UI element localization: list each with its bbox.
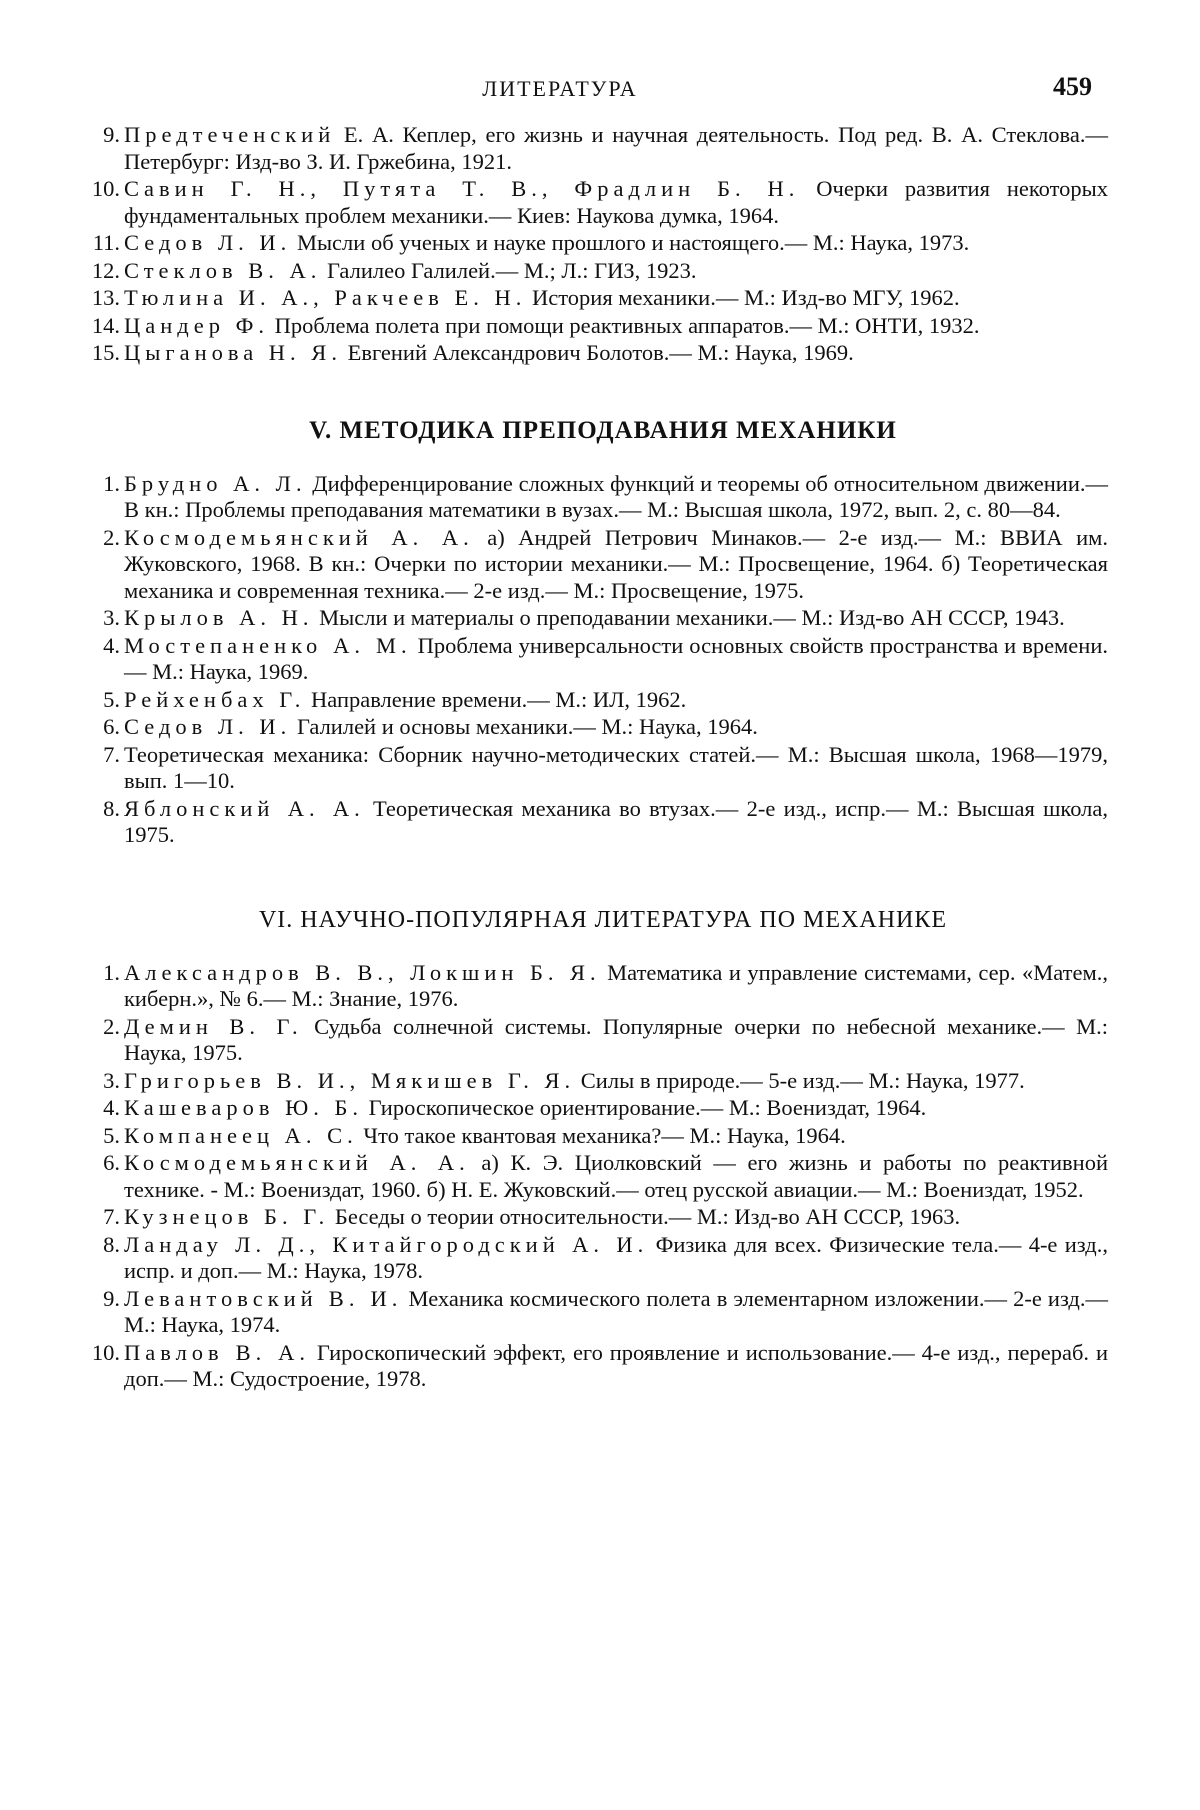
page-number: 459 — [1053, 72, 1092, 101]
reference-text: Теоретическая механика: Сборник научно-методических статей.— М.: Высшая школа, 1968—1979, вып. 1—10. — [124, 741, 1108, 793]
reference-text: Мысли об ученых и науке прошлого и настоящего.— М.: Наука, 1973. — [291, 230, 970, 255]
reference-number: 7. — [103, 1204, 120, 1229]
reference-text: Силы в природе.— 5-е изд.— М.: Наука, 1977. — [575, 1067, 1025, 1093]
running-head-title: ЛИТЕРАТУРА — [482, 76, 638, 101]
reference-number: 3. — [103, 1067, 120, 1093]
reference-number: 10. — [91, 1339, 120, 1365]
bibliography-section — [91, 906, 1108, 1393]
reference-author: Седов Л. И. — [124, 714, 292, 739]
bibliography-section — [98, 417, 1108, 849]
reference-number: 15. — [91, 340, 120, 365]
reference-author: Цандер Ф. — [124, 312, 269, 338]
reference-text: История механики.— М.: Изд-во МГУ, 1962. — [526, 285, 960, 310]
reference-number: 1. — [103, 959, 120, 985]
reference-number: 6. — [103, 1150, 120, 1175]
reference-text: Физика для всех. Физические тела.— 4-е изд., испр. и доп.— М.: Наука, 1978. — [124, 1231, 1108, 1283]
reference-item — [98, 960, 1108, 1013]
reference-item — [91, 340, 1108, 367]
reference-author: Кашеваров Ю. Б. — [124, 1095, 363, 1120]
reference-number: 9. — [103, 1285, 120, 1311]
reference-author: Яблонский А. А. — [124, 795, 365, 821]
reference-author: Космодемьянский А. А. — [124, 524, 474, 550]
reference-author: Предтеченский — [124, 122, 336, 147]
section-heading: VI. НАУЧНО-ПОПУЛЯРНАЯ ЛИТЕРАТУРА ПО МЕХАНИКЕ — [258, 906, 948, 933]
reference-number: 2. — [103, 1013, 120, 1039]
reference-item — [98, 633, 1108, 686]
reference-item — [98, 471, 1108, 524]
reference-author: Космодемьянский А. А. — [124, 1150, 470, 1175]
section-heading: V. МЕТОДИКА ПРЕПОДАВАНИЯ МЕХАНИКИ — [309, 416, 897, 444]
reference-text: Очерки развития некоторых фундаментальных проблем механики.— Киев: Наукова думка, 1964. — [124, 176, 1108, 228]
reference-number: 13. — [91, 285, 120, 310]
reference-text: Галилео Галилей.— М.; Л.: ГИЗ, 1923. — [321, 257, 697, 283]
reference-number: 9. — [103, 122, 120, 147]
reference-author: Левантовский В. И. — [124, 1285, 403, 1311]
reference-text: Теоретическая механика во втузах.— 2-е изд., испр.— М.: Высшая школа, 1975. — [124, 795, 1108, 847]
reference-author: Кузнецов Б. Г. — [124, 1204, 330, 1229]
reference-text: Беседы о теории относительности.— М.: Изд-во АН СССР, 1963. — [329, 1204, 961, 1229]
reference-number: 4. — [103, 632, 120, 658]
reference-author: Павлов В. А. — [124, 1339, 311, 1365]
reference-item — [98, 1014, 1108, 1067]
reference-text: Гироскопическое ориентирование.— М.: Воениздат, 1964. — [363, 1095, 927, 1120]
reference-item — [98, 1123, 1108, 1150]
reference-item — [98, 1068, 1108, 1095]
reference-text: а) Андрей Петрович Минаков.— 2-е изд.— М.: ВВИА им. Жуковского, 1968. В кн.: Очерки по истории механики.— М.: Просвещение, 1964. б) Теоретическая механика и современная техника.— 2-е изд.— М.: Просвещение, 1975. — [124, 524, 1108, 603]
reference-number: 7. — [103, 741, 120, 767]
reference-number: 12. — [91, 257, 120, 283]
reference-author: Григорьев В. И., Мякишев Г. Я. — [124, 1067, 576, 1093]
reference-number: 6. — [103, 714, 120, 739]
bibliography — [91, 122, 1108, 1394]
reference-item — [98, 525, 1108, 605]
reference-author: Демин В. Г. — [124, 1013, 303, 1039]
reference-item — [91, 285, 1108, 312]
reference-text: Проблема универсальности основных свойств пространства и времени.— М.: Наука, 1969. — [124, 632, 1108, 684]
reference-item — [98, 122, 1108, 175]
reference-item — [98, 1095, 1108, 1122]
reference-list — [91, 122, 1108, 367]
reference-item — [91, 176, 1108, 229]
reference-item — [98, 1232, 1108, 1285]
reference-number: 5. — [103, 686, 120, 712]
reference-author: Тюлина И. А., Ракчеев Е. Н. — [124, 285, 527, 310]
reference-item — [91, 312, 1108, 340]
reference-item — [98, 714, 1108, 741]
reference-number: 11. — [92, 230, 120, 255]
reference-number: 3. — [103, 605, 120, 630]
reference-author: Крылов А. Н. — [124, 605, 314, 630]
reference-item — [98, 1150, 1108, 1203]
reference-author: Александров В. В., Локшин Б. Я. — [124, 959, 601, 985]
reference-text: Направление времени.— М.: ИЛ, 1962. — [305, 686, 687, 712]
reference-author: Рейхенбах Г. — [124, 686, 306, 712]
reference-author: Компанеец А. С. — [124, 1122, 358, 1148]
bibliography-section — [91, 122, 1108, 367]
reference-text: Что такое квантовая механика?— М.: Наука, 1964. — [357, 1122, 846, 1148]
reference-item — [98, 742, 1108, 795]
reference-author: Брудно А. Л. — [124, 470, 307, 496]
reference-text: Судьба солнечной системы. Популярные очерки по небесной механике.— М.: Наука, 1975. — [124, 1013, 1108, 1065]
reference-list — [98, 471, 1108, 849]
reference-text: Механика космического полета в элементарном изложении.— 2-е изд.— М.: Наука, 1974. — [124, 1285, 1108, 1337]
reference-number: 8. — [103, 1231, 120, 1257]
reference-author: Седов Л. И. — [124, 230, 292, 255]
reference-number: 2. — [103, 524, 120, 550]
reference-text: Галилей и основы механики.— М.: Наука, 1964. — [291, 714, 758, 739]
reference-text: Проблема полета при помощи реактивных аппаратов.— М.: ОНТИ, 1932. — [269, 312, 980, 338]
reference-item — [98, 1204, 1108, 1231]
reference-number: 14. — [91, 312, 120, 338]
reference-item — [92, 230, 1108, 257]
reference-author: Цыганова Н. Я. — [124, 340, 342, 365]
reference-text: Евгений Александрович Болотов.— М.: Наука, 1969. — [341, 340, 854, 365]
reference-item — [91, 1339, 1108, 1393]
reference-item — [98, 796, 1108, 849]
reference-number: 5. — [103, 1122, 120, 1148]
reference-number: 1. — [103, 470, 120, 496]
reference-number: 8. — [103, 795, 120, 821]
reference-author: Савин Г. Н., Путята Т. В., Фрадлин Б. Н. — [124, 176, 800, 201]
reference-item — [98, 605, 1108, 632]
reference-item — [91, 257, 1108, 285]
reference-author: Мостепаненко А. М. — [124, 632, 412, 658]
running-head — [0, 70, 1200, 110]
reference-author: Стеклов В. А. — [124, 257, 322, 283]
reference-text: Е. А. Кеплер, его жизнь и научная деятельность. Под ред. В. А. Стеклова.— Петербург: Изд-во З. И. Гржебина, 1921. — [124, 122, 1108, 174]
reference-text: Мысли и материалы о преподавании механики.— М.: Изд-во АН СССР, 1943. — [313, 605, 1065, 630]
reference-item — [98, 1286, 1108, 1339]
reference-number: 10. — [91, 176, 120, 201]
reference-text: Гироскопический эффект, его проявление и использование.— 4-е изд., перераб. и доп.— М.: Судостроение, 1978. — [124, 1339, 1108, 1391]
reference-item — [98, 687, 1108, 714]
reference-text: Математика и управление системами, сер. «Матем., киберн.», № 6.— М.: Знание, 1976. — [124, 959, 1108, 1011]
reference-text: Дифференцирование сложных функций и теоремы об относительном движении.— В кн.: Проблемы преподавания математики в вузах.— М.: Высшая школа, 1972, вып. 2, с. 80—84. — [124, 470, 1108, 522]
reference-author: Ландау Л. Д., Китайгородский А. И. — [124, 1231, 649, 1257]
reference-number: 4. — [103, 1095, 120, 1120]
reference-list — [91, 959, 1108, 1393]
reference-text: а) К. Э. Циолковский — его жизнь и работы по реактивной технике. - М.: Воениздат, 1960. б) Н. Е. Жуковский.— отец русской авиации.— М.: Воениздат, 1952. — [124, 1150, 1108, 1202]
